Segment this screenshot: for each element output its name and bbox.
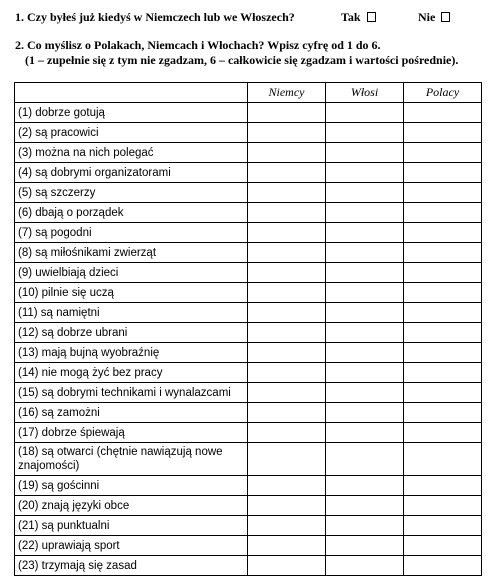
rating-cell-polacy[interactable] [404, 423, 482, 443]
rating-cell-wlosi[interactable] [326, 243, 404, 263]
answer-yes-option[interactable] [341, 9, 376, 25]
statement-label: (4) są dobrymi organizatorami [15, 163, 248, 183]
rating-cell-wlosi[interactable] [326, 163, 404, 183]
table-row [15, 163, 482, 183]
answer-no-option[interactable] [418, 9, 450, 25]
rating-cell-niemcy[interactable] [248, 103, 326, 123]
rating-cell-niemcy[interactable] [248, 496, 326, 516]
statement-label: (22) uprawiają sport [15, 536, 248, 556]
rating-cell-wlosi[interactable] [326, 323, 404, 343]
rating-cell-niemcy[interactable] [248, 323, 326, 343]
rating-cell-niemcy[interactable] [248, 516, 326, 536]
statement-label: (1) dobrze gotują [15, 103, 248, 123]
rating-cell-wlosi[interactable] [326, 536, 404, 556]
rating-cell-wlosi[interactable] [326, 123, 404, 143]
rating-cell-niemcy[interactable] [248, 476, 326, 496]
rating-cell-polacy[interactable] [404, 556, 482, 576]
table-header-row [15, 83, 482, 103]
statement-label: (20) znają języki obce [15, 496, 248, 516]
rating-cell-polacy[interactable] [404, 496, 482, 516]
rating-table [14, 82, 482, 576]
table-row [15, 243, 482, 263]
rating-cell-niemcy[interactable] [248, 263, 326, 283]
question-1 [15, 9, 485, 25]
rating-cell-wlosi[interactable] [326, 143, 404, 163]
rating-cell-wlosi[interactable] [326, 403, 404, 423]
table-row [15, 443, 482, 476]
rating-cell-wlosi[interactable] [326, 103, 404, 123]
rating-cell-wlosi[interactable] [326, 516, 404, 536]
rating-cell-wlosi[interactable] [326, 223, 404, 243]
statement-label: (15) są dobrymi technikami i wynalazcami [15, 383, 248, 403]
rating-cell-polacy[interactable] [404, 203, 482, 223]
table-row [15, 423, 482, 443]
rating-cell-niemcy[interactable] [248, 123, 326, 143]
statement-label: (2) są pracowici [15, 123, 248, 143]
table-row [15, 223, 482, 243]
rating-cell-niemcy[interactable] [248, 303, 326, 323]
statement-label: (19) są gościnni [15, 476, 248, 496]
rating-cell-polacy[interactable] [404, 516, 482, 536]
rating-cell-wlosi[interactable] [326, 183, 404, 203]
question-2-scale-note: (1 – zupełnie się z tym nie zgadzam, 6 – całkowicie się zgadzam i wartości pośrednie). [25, 53, 459, 67]
statement-label: (5) są szczerzy [15, 183, 248, 203]
table-row [15, 363, 482, 383]
header-wlosi: Włosi [326, 83, 404, 103]
statement-label: (10) pilnie się uczą [15, 283, 248, 303]
rating-cell-polacy[interactable] [404, 403, 482, 423]
rating-cell-polacy[interactable] [404, 283, 482, 303]
rating-cell-niemcy[interactable] [248, 163, 326, 183]
rating-cell-wlosi[interactable] [326, 556, 404, 576]
table-row [15, 403, 482, 423]
table-row [15, 263, 482, 283]
rating-cell-wlosi[interactable] [326, 476, 404, 496]
statement-label: (9) uwielbiają dzieci [15, 263, 248, 283]
table-row [15, 183, 482, 203]
table-row [15, 123, 482, 143]
rating-cell-niemcy[interactable] [248, 443, 326, 476]
table-row [15, 516, 482, 536]
rating-cell-polacy[interactable] [404, 363, 482, 383]
rating-cell-polacy[interactable] [404, 443, 482, 476]
rating-cell-niemcy[interactable] [248, 403, 326, 423]
question-2 [15, 38, 490, 68]
rating-cell-polacy[interactable] [404, 243, 482, 263]
table-row [15, 536, 482, 556]
table-row [15, 283, 482, 303]
statement-label: (11) są namiętni [15, 303, 248, 323]
rating-cell-niemcy[interactable] [248, 223, 326, 243]
rating-cell-wlosi[interactable] [326, 496, 404, 516]
rating-cell-polacy[interactable] [404, 143, 482, 163]
rating-cell-polacy[interactable] [404, 303, 482, 323]
question-1-text: 1. Czy byłeś już kiedyś w Niemczech lub we Włoszech? [15, 10, 295, 24]
rating-cell-polacy[interactable] [404, 183, 482, 203]
question-2-text: 2. Co myślisz o Polakach, Niemcach i Włochach? Wpisz cyfrę od 1 do 6. [15, 38, 381, 52]
rating-cell-niemcy[interactable] [248, 423, 326, 443]
header-polacy: Polacy [404, 83, 482, 103]
rating-cell-wlosi[interactable] [326, 383, 404, 403]
rating-cell-niemcy[interactable] [248, 143, 326, 163]
rating-cell-polacy[interactable] [404, 536, 482, 556]
table-row [15, 496, 482, 516]
table-row [15, 203, 482, 223]
rating-cell-niemcy[interactable] [248, 556, 326, 576]
rating-cell-polacy[interactable] [404, 343, 482, 363]
rating-cell-niemcy[interactable] [248, 283, 326, 303]
statement-label: (8) są miłośnikami zwierząt [15, 243, 248, 263]
checkbox-no[interactable] [441, 12, 450, 22]
statement-label: (7) są pogodni [15, 223, 248, 243]
statement-label: (21) są punktualni [15, 516, 248, 536]
rating-cell-wlosi[interactable] [326, 423, 404, 443]
answer-no-label: Nie [418, 10, 436, 24]
rating-cell-polacy[interactable] [404, 223, 482, 243]
header-statement [15, 83, 248, 103]
checkbox-yes[interactable] [367, 12, 376, 22]
table-row [15, 556, 482, 576]
rating-cell-niemcy[interactable] [248, 363, 326, 383]
table-row [15, 343, 482, 363]
rating-cell-wlosi[interactable] [326, 443, 404, 476]
table-row [15, 476, 482, 496]
statement-label: (14) nie mogą żyć bez pracy [15, 363, 248, 383]
statement-label: (23) trzymają się zasad [15, 556, 248, 576]
table-row [15, 103, 482, 123]
rating-cell-polacy[interactable] [404, 263, 482, 283]
rating-cell-niemcy[interactable] [248, 383, 326, 403]
rating-cell-niemcy[interactable] [248, 536, 326, 556]
rating-cell-wlosi[interactable] [326, 263, 404, 283]
rating-cell-polacy[interactable] [404, 123, 482, 143]
header-niemcy: Niemcy [248, 83, 326, 103]
rating-cell-niemcy[interactable] [248, 243, 326, 263]
statement-label: (6) dbają o porządek [15, 203, 248, 223]
rating-cell-niemcy[interactable] [248, 203, 326, 223]
statement-label: (18) są otwarci (chętnie nawiązują nowe znajomości) [15, 443, 248, 476]
rating-cell-polacy[interactable] [404, 163, 482, 183]
statement-label: (16) są zamożni [15, 403, 248, 423]
statement-label: (13) mają bujną wyobraźnię [15, 343, 248, 363]
table-row [15, 323, 482, 343]
rating-cell-polacy[interactable] [404, 383, 482, 403]
table-row [15, 383, 482, 403]
table-row [15, 143, 482, 163]
table-row [15, 303, 482, 323]
rating-cell-polacy[interactable] [404, 476, 482, 496]
rating-cell-wlosi[interactable] [326, 343, 404, 363]
rating-cell-wlosi[interactable] [326, 283, 404, 303]
answer-yes-label: Tak [341, 10, 361, 24]
statement-label: (12) są dobrze ubrani [15, 323, 248, 343]
rating-cell-wlosi[interactable] [326, 363, 404, 383]
rating-cell-niemcy[interactable] [248, 183, 326, 203]
rating-cell-wlosi[interactable] [326, 303, 404, 323]
rating-cell-polacy[interactable] [404, 323, 482, 343]
rating-cell-niemcy[interactable] [248, 343, 326, 363]
statement-label: (17) dobrze śpiewają [15, 423, 248, 443]
rating-cell-polacy[interactable] [404, 103, 482, 123]
statement-label: (3) można na nich polegać [15, 143, 248, 163]
rating-cell-wlosi[interactable] [326, 203, 404, 223]
